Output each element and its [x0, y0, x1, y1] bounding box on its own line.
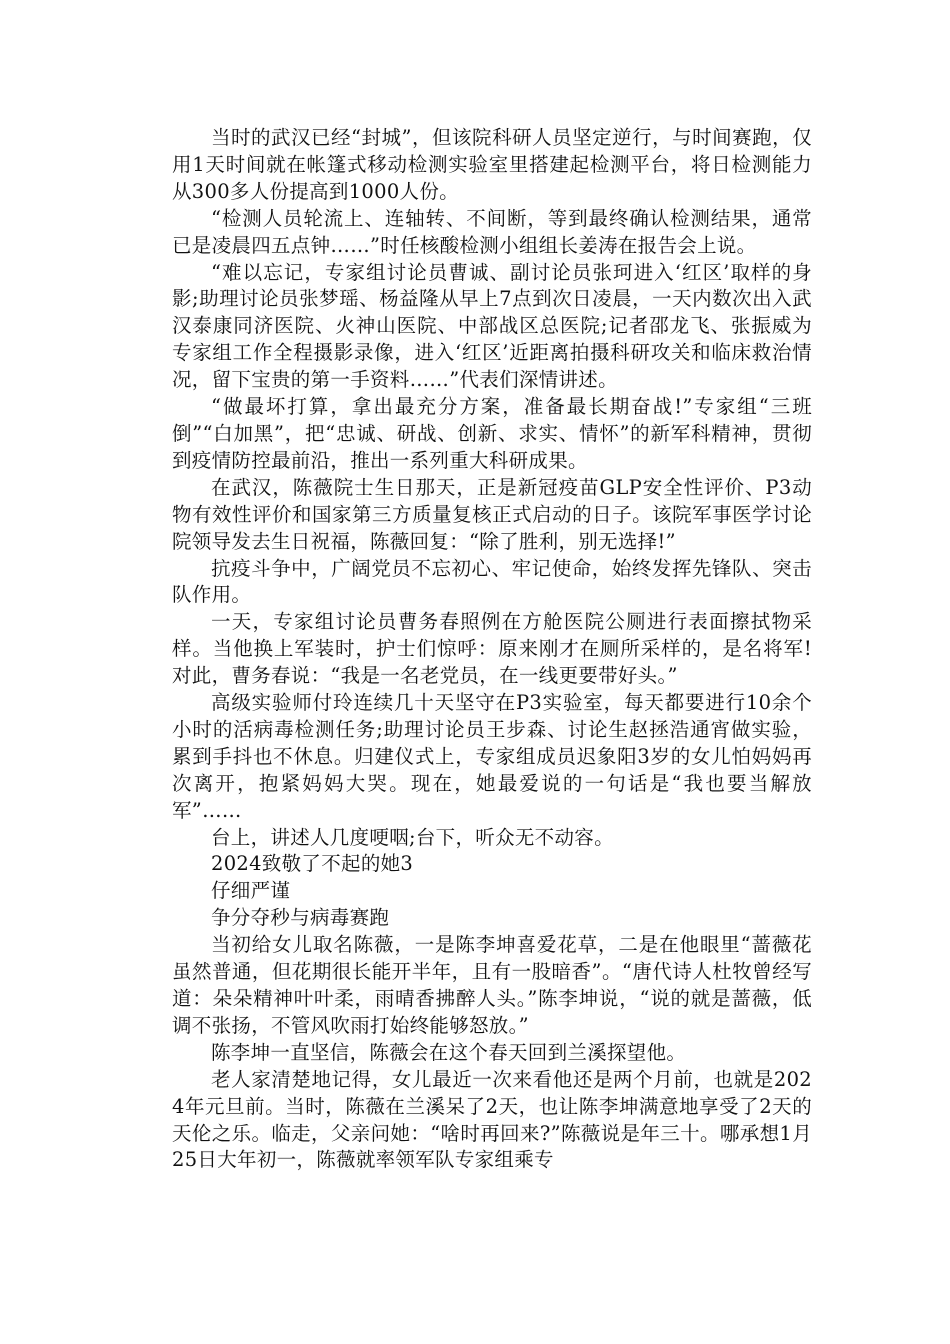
document-page	[172, 125, 812, 1174]
section-heading: 争分夺秒与病毒赛跑	[211, 906, 390, 930]
paragraph-5: 在武汉，陈薇院士生日那天，正是新冠疫苗GLP安全性评价、P3动物有效性评价和国家第三方质量复核正式启动的日子。该院军事医学讨论院领导发去生日祝福，陈薇回复：“除了胜利，别无选择!”	[172, 475, 812, 553]
paragraph-6: 抗疫斗争中，广阔党员不忘初心、牢记使命，始终发挥先锋队、突击队作用。	[172, 556, 812, 607]
paragraph-4: “做最坏打算，拿出最充分方案，准备最长期奋战!”专家组“三班倒”“白加黑”，把“忠诚、研战、创新、求实、情怀”的新军科精神，贯彻到疫情防控最前沿，推出一系列重大科研成果。	[172, 395, 812, 472]
paragraph-9: 台上，讲述人几度哽咽;台下，听众无不动容。	[211, 825, 614, 849]
paragraph-15: 老人家清楚地记得，女儿最近一次来看他还是两个月前，也就是2024年元旦前。当时，陈薇在兰溪呆了2天，也让陈李坤满意地享受了2天的天伦之乐。临走，父亲问她：“啥时再回来?”陈薇说是年三十。哪承想1月25日大年初一，陈薇就率领军队专家组乘专	[172, 1067, 812, 1172]
paragraph-8: 高级实验师付玲连续几十天坚守在P3实验室，每天都要进行10余个小时的活病毒检测任务;助理讨论员王步森、讨论生赵拯浩通宵做实验，累到手抖也不休息。归建仪式上，专家组成员迟象阳3岁的女儿怕妈妈再次离开，抱紧妈妈大哭。现在，她最爱说的一句话是“我也要当解放军”……	[172, 691, 812, 822]
paragraph-3: “难以忘记，专家组讨论员曹诚、副讨论员张珂进入‘红区’取样的身影;助理讨论员张梦瑶、杨益隆从早上7点到次日凌晨，一天内数次出入武汉泰康同济医院、火神山医院、中部战区总医院;记者邵龙飞、张振威为专家组工作全程摄影录像，进入‘红区’近距离拍摄科研攻关和临床救治情况，留下宝贵的第一手资料……”代表们深情讲述。	[172, 260, 812, 392]
section-title: 2024致敬了不起的她3	[211, 852, 414, 876]
paragraph-2: “检测人员轮流上、连轴转、不间断，等到最终确认检测结果，通常已是凌晨四五点钟……”时任核酸检测小组组长姜涛在报告会上说。	[172, 206, 812, 257]
paragraph-1: 当时的武汉已经“封城”，但该院科研人员坚定逆行，与时间赛跑，仅用1天时间就在帐篷式移动检测实验室里搭建起检测平台，将日检测能力从300多人份提高到1000人份。	[172, 126, 812, 203]
paragraph-13: 当初给女儿取名陈薇，一是陈李坤喜爱花草，二是在他眼里“蔷薇花虽然普通，但花期很长能开半年，且有一股暗香”。“唐代诗人杜牧曾经写道：朵朵精神叶叶柔，雨晴香拂醉人头。”陈李坤说，“说的就是蔷薇，低调不张扬，不管风吹雨打始终能够怒放。”	[172, 933, 812, 1037]
paragraph-14: 陈李坤一直坚信，陈薇会在这个春天回到兰溪探望他。	[211, 1040, 687, 1064]
paragraph-7: 一天，专家组讨论员曹务春照例在方舱医院公厕进行表面擦拭物采样。当他换上军装时，护士们惊呼：原来刚才在厕所采样的，是名将军!对此，曹务春说：“我是一名老党员，在一线更要带好头。”	[172, 610, 812, 688]
section-subtitle: 仔细严谨	[211, 879, 291, 903]
